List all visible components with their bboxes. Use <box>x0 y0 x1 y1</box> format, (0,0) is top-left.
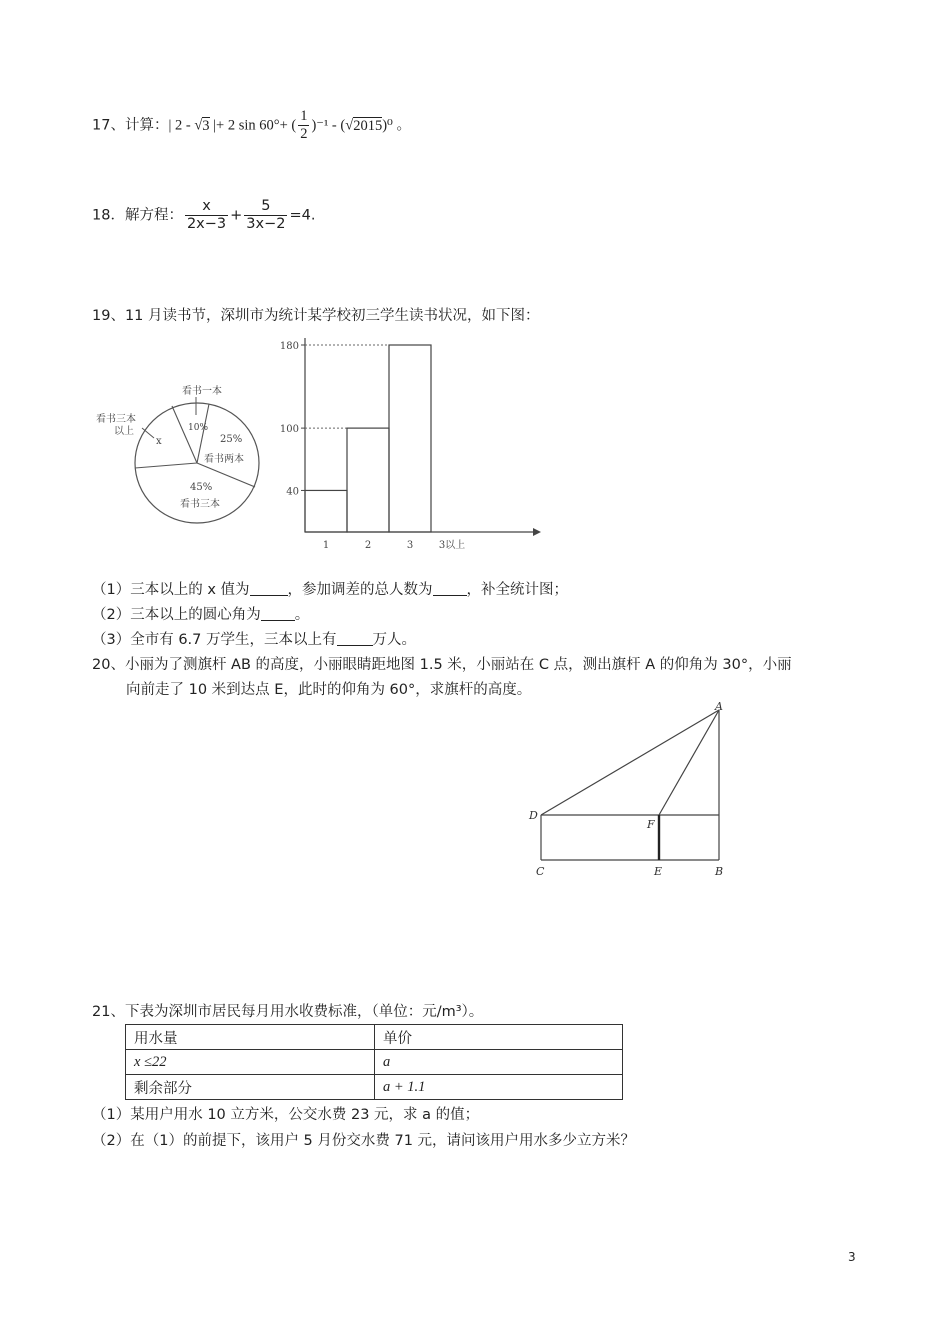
q19-p3-a: （3）全市有 6.7 万学生，三本以上有 <box>92 632 337 648</box>
table-row <box>126 1050 623 1075</box>
q19-part-3 <box>92 628 416 649</box>
q17-prefix: 17、计算： <box>92 117 169 134</box>
q17-frac-num: 1 <box>300 108 308 124</box>
q17-abs-open: | 2 - <box>168 117 195 134</box>
q17-power: )⁻¹ - ( <box>311 117 346 134</box>
q17-abs-close: |+ 2 sin 60°+ ( <box>209 117 297 134</box>
pie-label-10: 10% <box>188 423 209 433</box>
q21-part-1: （1）某用户用水 10 立方米，公交水费 23 元，求 a 的值； <box>92 1107 480 1123</box>
q17-frac-den: 2 <box>300 126 308 142</box>
label-A: A <box>715 700 723 713</box>
label-E: E <box>654 865 663 878</box>
page-number: 3 <box>848 1250 856 1264</box>
q19-p1-a: （1）三本以上的 x 值为 <box>92 582 250 598</box>
q17-sqrt-sign-2: √ <box>345 117 354 134</box>
pie-label-more-2: 以上 <box>114 426 134 437</box>
x-tick-label: 3以上 <box>438 540 466 551</box>
table-header-row <box>126 1025 623 1050</box>
q19-part-2 <box>92 603 309 624</box>
q21-part-2: （2）在（1）的前提下，该用户 5 月份交水费 71 元，请问该用户用水多少立方米？ <box>92 1133 636 1149</box>
pie-label-45: 45% <box>190 482 213 493</box>
answer-blank-x[interactable] <box>250 581 288 596</box>
q19-p2-b: 。 <box>294 607 310 623</box>
bar <box>389 345 431 532</box>
table-cell-usage: x ≤22 <box>126 1050 375 1075</box>
x-tick-label: 3 <box>406 540 414 551</box>
q17-sqrt2015: 2015 <box>353 117 383 134</box>
q19-p3-b: 万人。 <box>372 632 417 648</box>
question-17 <box>92 108 411 143</box>
q18-prefix: 18．解方程： <box>92 207 183 224</box>
pie-divider-one-left <box>172 406 197 463</box>
q18-frac2-num: 5 <box>244 198 287 216</box>
line-D-A <box>541 710 719 815</box>
q17-fraction <box>298 108 309 143</box>
pie-label-two: 看书两本 <box>204 454 244 465</box>
pie-label-25: 25% <box>220 434 243 445</box>
pie-chart <box>92 380 272 550</box>
table-cell-price: a + 1.1 <box>375 1075 623 1100</box>
y-tick-label: 40 <box>286 486 299 498</box>
q18-fraction-1 <box>185 198 228 233</box>
table-cell-usage: 剩余部分 <box>126 1075 375 1100</box>
table-row <box>126 1075 623 1100</box>
pie-divider-left <box>135 463 197 468</box>
q18-frac1-num: x <box>185 198 228 216</box>
x-tick-label: 2 <box>364 540 372 551</box>
q18-frac2-den: 3x−2 <box>246 216 286 232</box>
label-D: D <box>529 809 538 822</box>
x-tick-label: 1 <box>322 540 330 551</box>
water-fee-table <box>125 1024 623 1100</box>
y-tick-label: 100 <box>279 424 299 436</box>
q18-plus: + <box>230 207 243 224</box>
q19-p1-c: ，补全统计图； <box>466 582 569 598</box>
q19-p1-b: ，参加调差的总人数为 <box>287 582 433 598</box>
question-18 <box>92 198 315 233</box>
label-F: F <box>647 818 655 831</box>
table-cell-price: a <box>375 1050 623 1075</box>
flagpole-figure <box>525 700 765 885</box>
x-axis-arrow <box>533 528 541 536</box>
line-F-A <box>659 710 719 815</box>
table-header-usage: 用水量 <box>126 1025 375 1050</box>
bar <box>305 490 347 532</box>
pie-label-x: x <box>156 436 162 447</box>
q20-line-1: 20、小丽为了测旗杆 AB 的高度，小丽眼睛距地图 1.5 米，小丽站在 C 点，测出旗杆 A 的仰角为 30°，小丽 <box>92 657 792 673</box>
q21-stem: 21、下表为深圳市居民每月用水收费标准，（单位：元/m³）。 <box>92 1004 484 1020</box>
answer-blank-total[interactable] <box>433 581 467 596</box>
q20-line-2: 向前走了 10 米到达点 E，此时的仰角为 60°，求旗杆的高度。 <box>126 682 532 698</box>
q18-fraction-2 <box>244 198 287 233</box>
bar <box>347 428 389 532</box>
q17-sqrt-sign: √ <box>194 117 203 134</box>
answer-blank-count[interactable] <box>337 631 373 646</box>
table-header-price: 单价 <box>375 1025 623 1050</box>
y-tick-label: 180 <box>279 341 299 352</box>
pie-label-more-1: 看书三本 <box>96 414 136 425</box>
q17-tail: )⁰ 。 <box>382 117 411 134</box>
q18-tail: =4. <box>289 207 316 224</box>
bar-chart <box>275 333 545 553</box>
q17-sqrt3: 3 <box>202 117 210 134</box>
pie-label-one: 看书一本 <box>182 386 222 397</box>
label-B: B <box>715 865 724 878</box>
q18-frac1-den: 2x−3 <box>186 216 227 232</box>
label-C: C <box>536 865 545 878</box>
q19-stem: 19、11 月读书节，深圳市为统计某学校初三学生读书状况，如下图： <box>92 308 540 324</box>
q19-part-1 <box>92 578 568 599</box>
pie-label-three: 看书三本 <box>180 499 220 510</box>
q19-p2-a: （2）三本以上的圆心角为 <box>92 607 261 623</box>
answer-blank-angle[interactable] <box>261 606 295 621</box>
